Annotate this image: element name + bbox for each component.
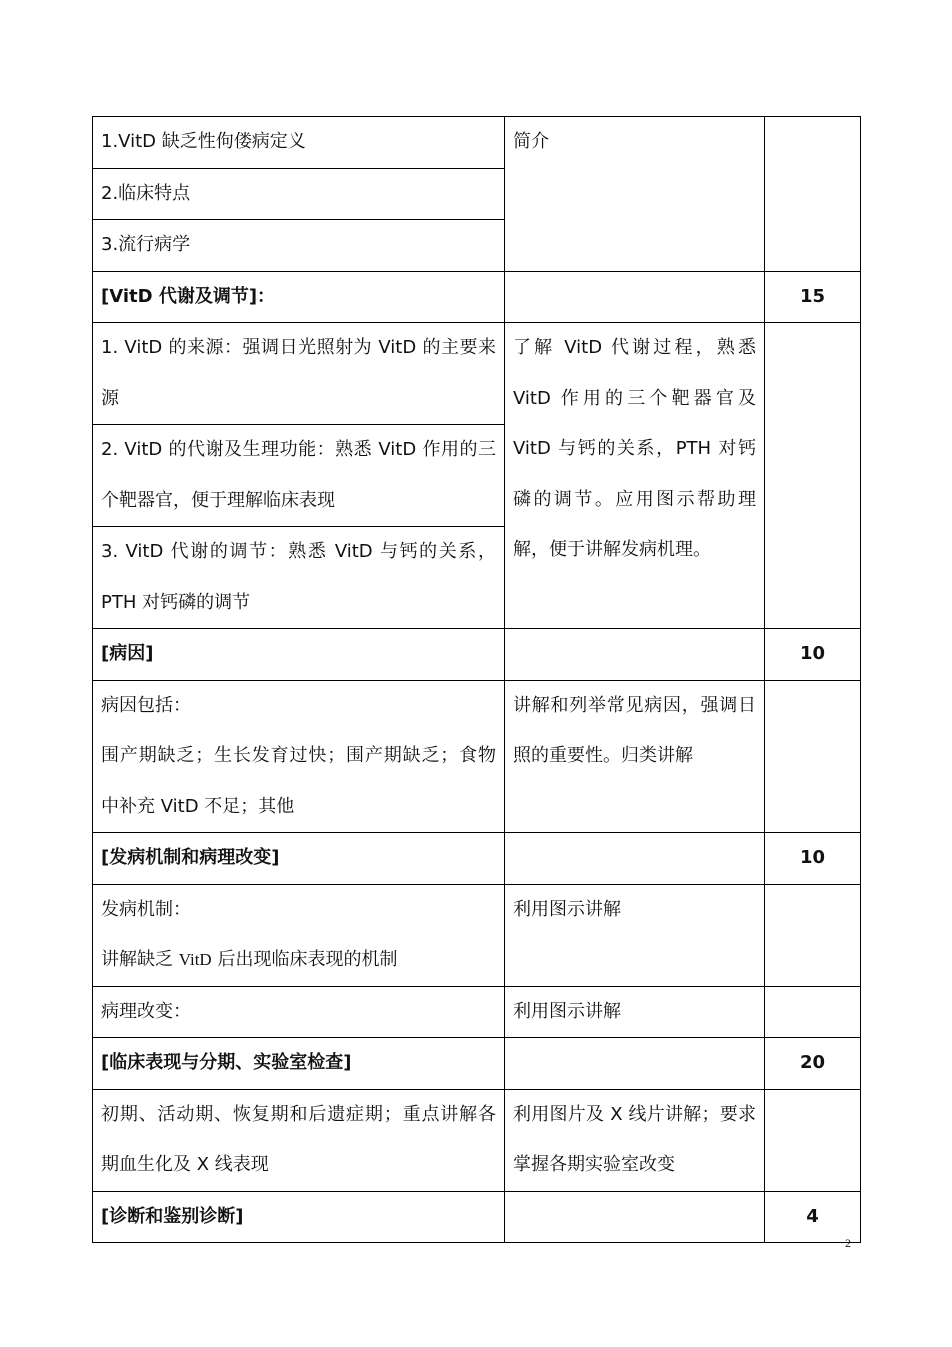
etiology-hours: 10 [765,629,861,681]
clinical-header-blank [505,1038,765,1090]
intro-method: 简介 [505,117,765,272]
etiology-header-blank [505,629,765,681]
clinical-blank [765,1089,861,1191]
clinical-content: 初期、活动期、恢复期和后遗症期；重点讲解各期血生化及 X 线表现 [93,1089,505,1191]
mechanism-text: 讲解缺乏 VitD 后出现临床表现的机制 [101,949,398,970]
intro-item-features: 2.临床特点 [93,168,505,220]
etiology-content [93,680,505,833]
clinical-hours: 20 [765,1038,861,1090]
etiology-causes: 围产期缺乏；生长发育过快；围产期缺乏；食物中补充 VitD 不足；其他 [101,745,496,817]
metabolism-item-source: 1. VitD 的来源：强调日光照射为 VitD 的主要来源 [93,323,505,425]
page-number: 2 [845,1236,851,1250]
etiology-blank [765,680,861,833]
intro-item-epidemiology: 3.流行病学 [93,220,505,272]
mechanism-label: 发病机制： [101,898,191,920]
teaching-plan-table [92,116,861,1243]
metabolism-hours: 15 [765,271,861,323]
clinical-header: [临床表现与分期、实验室检查] [93,1038,505,1090]
diagnosis-hours: 4 [765,1191,861,1243]
metabolism-item-function: 2. VitD 的代谢及生理功能：熟悉 VitD 作用的三个靶器官，便于理解临床表现 [93,425,505,527]
intro-item-definition: 1.VitD 缺乏性佝偻病定义 [93,117,505,169]
pathology-label: 病理改变： [93,986,505,1038]
pathology-blank [765,986,861,1038]
metabolism-header: [VitD 代谢及调节]： [93,271,505,323]
etiology-method: 讲解和列举常见病因，强调日照的重要性。归类讲解 [505,680,765,833]
metabolism-blank [765,323,861,629]
pathology-method: 利用图示讲解 [505,986,765,1038]
metabolism-item-regulation: 3. VitD 代谢的调节：熟悉 VitD 与钙的关系，PTH 对钙磷的调节 [93,527,505,629]
clinical-method: 利用图片及 X 线片讲解；要求掌握各期实验室改变 [505,1089,765,1191]
mechanism-blank [765,884,861,986]
etiology-label: 病因包括： [101,694,191,716]
pathogenesis-hours: 10 [765,833,861,885]
etiology-header: [病因] [93,629,505,681]
intro-hours [765,117,861,272]
pathogenesis-header-blank [505,833,765,885]
metabolism-header-blank [505,271,765,323]
pathogenesis-header: [发病机制和病理改变] [93,833,505,885]
diagnosis-header: [诊断和鉴别诊断] [93,1191,505,1243]
mechanism-method: 利用图示讲解 [505,884,765,986]
diagnosis-header-blank [505,1191,765,1243]
mechanism-content [93,884,505,986]
metabolism-method: 了解 VitD 代谢过程，熟悉 VitD 作用的三个靶器官及 VitD 与钙的关系，PTH 对钙磷的调节。应用图示帮助理解，便于讲解发病机理。 [505,323,765,629]
